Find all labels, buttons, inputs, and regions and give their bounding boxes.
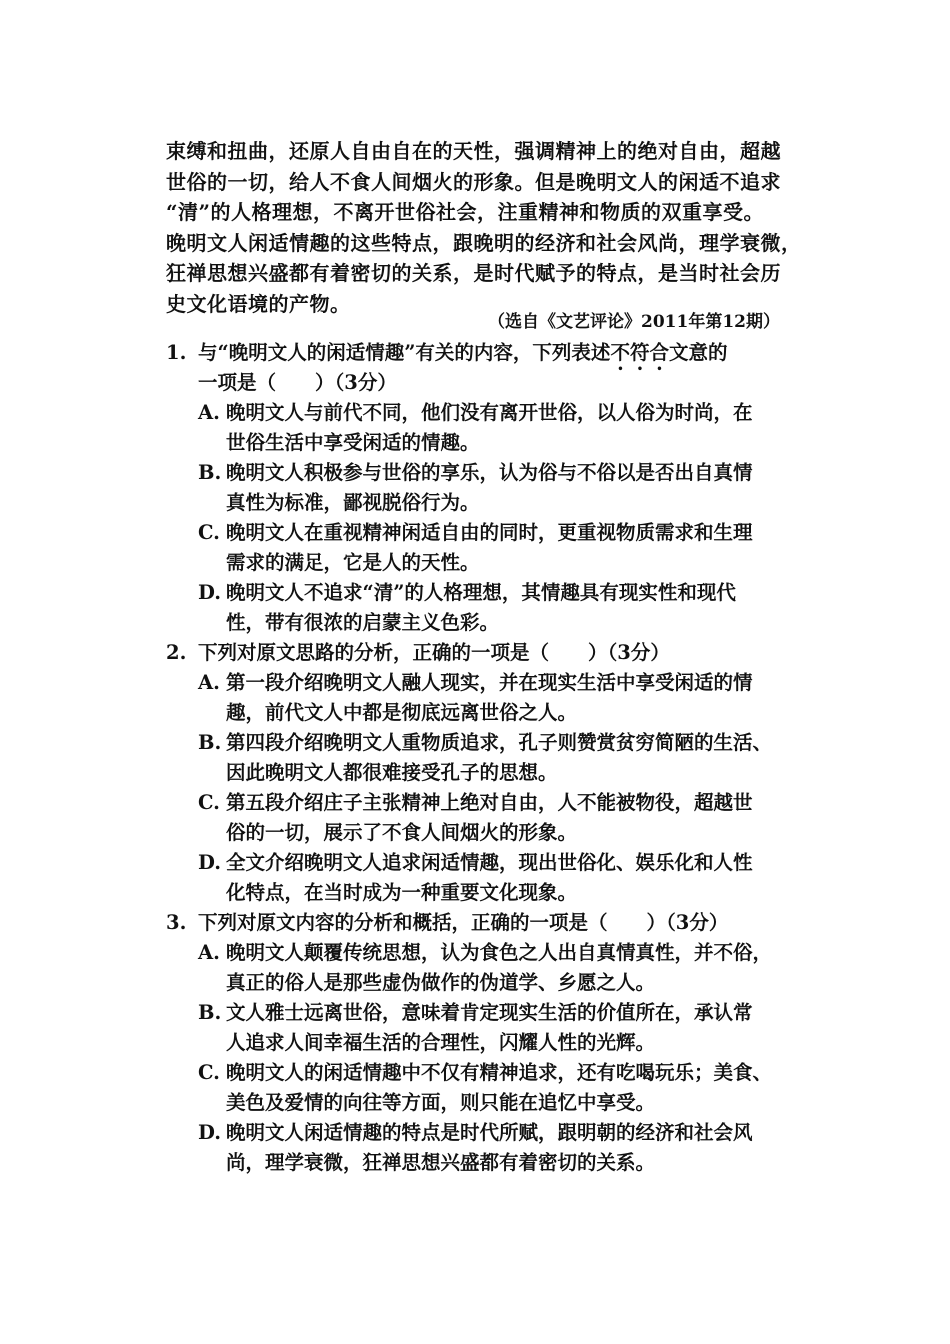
option-a: [166, 938, 786, 998]
option-text-cont: 美色及爱情的向往等方面，则只能在追忆中享受。: [226, 1091, 656, 1114]
option-text-cont: 真性为标准，鄙视脱俗行为。: [226, 491, 480, 514]
option-text-cont: 俗的一切，展示了不食人间烟火的形象。: [226, 821, 578, 844]
stem-text: 与“晚明文人的闲适情趣”有关的内容，下列表述: [198, 341, 611, 364]
option-text: 晚明文人颠覆传统思想，认为食色之人出自真情真性，并不俗，: [226, 941, 773, 964]
passage-line: 史文化语境的产物。: [166, 291, 351, 316]
source-citation: （选自《文艺评论》2011年第12期）: [488, 312, 780, 332]
question-number: 2.: [166, 641, 187, 664]
option-text-cont: 世俗生活中享受闲适的情趣。: [226, 431, 480, 454]
question-number: 1.: [166, 341, 187, 364]
passage-line: 晚明文人闲适情趣的这些特点，跟晚明的经济和社会风尚，理学衰微，: [166, 230, 802, 255]
option-text: 晚明文人与前代不同，他们没有离开世俗，以人俗为时尚，在: [226, 401, 753, 424]
option-letter: A.: [198, 401, 220, 424]
option-letter: D.: [198, 581, 222, 604]
option-c: [166, 518, 786, 578]
question-2: [166, 638, 786, 908]
question-stem: [166, 338, 786, 368]
passage-line: 束缚和扭曲，还原人自由自在的天性，强调精神上的绝对自由，超越: [166, 139, 781, 163]
question-1: [166, 338, 786, 638]
option-letter: B.: [198, 1001, 222, 1024]
stem-text: 下列对原文内容的分析和概括，正确的一项是（ ）（3分）: [198, 911, 729, 934]
stem-emphasis: 不符合: [610, 341, 669, 364]
question-stem: [166, 638, 786, 668]
option-a: [166, 668, 786, 728]
option-text: 晚明文人的闲适情趣中不仅有精神追求，还有吃喝玩乐；美食、: [226, 1061, 773, 1084]
option-d: [166, 578, 786, 638]
option-text: 第一段介绍晚明文人融人现实，并在现实生活中享受闲适的情: [226, 671, 753, 694]
option-letter: D.: [198, 851, 222, 874]
question-stem: [166, 908, 786, 938]
option-b: [166, 998, 786, 1058]
option-text-cont: 人追求人间幸福生活的合理性，闪耀人性的光辉。: [226, 1031, 656, 1054]
option-letter: C.: [198, 521, 220, 544]
option-text-cont: 化特点，在当时成为一种重要文化现象。: [226, 881, 578, 904]
option-text-cont: 尚，理学衰微，狂禅思想兴盛都有着密切的关系。: [226, 1151, 656, 1174]
option-a: [166, 398, 786, 458]
option-c: [166, 788, 786, 848]
passage-line: 世俗的一切，给人不食人间烟火的形象。但是晚明文人的闲适不追求: [166, 169, 781, 194]
passage-line: “清”的人格理想，不离开世俗社会，注重精神和物质的双重享受。: [166, 200, 765, 224]
option-b: [166, 458, 786, 518]
option-letter: B.: [198, 461, 222, 484]
option-d: [166, 1118, 786, 1178]
option-text: 晚明文人闲适情趣的特点是时代所赋，跟明朝的经济和社会风: [226, 1121, 753, 1144]
option-d: [166, 848, 786, 908]
option-text: 晚明文人在重视精神闲适自由的同时，更重视物质需求和生理: [226, 521, 753, 544]
option-b: [166, 728, 786, 788]
stem-continuation: 一项是（ ）（3分）: [198, 371, 397, 394]
question-list: [166, 338, 786, 1178]
option-text-cont: 因此晚明文人都很难接受孔子的思想。: [226, 761, 558, 784]
option-letter: D.: [198, 1121, 222, 1144]
option-text: 全文介绍晚明文人追求闲适情趣，现出世俗化、娱乐化和人性: [226, 851, 753, 874]
option-text-cont: 趣，前代文人中都是彻底远离世俗之人。: [226, 701, 578, 724]
option-text: 晚明文人积极参与世俗的享乐，认为俗与不俗以是否出自真情: [226, 461, 753, 484]
question-3: [166, 908, 786, 1178]
option-letter: A.: [198, 941, 220, 964]
option-text-cont: 真正的俗人是那些虚伪做作的伪道学、乡愿之人。: [226, 971, 656, 994]
option-letter: A.: [198, 671, 220, 694]
option-text: 文人雅士远离世俗，意味着肯定现实生活的价值所在，承认常: [226, 1001, 753, 1024]
option-text: 第四段介绍晚明文人重物质追求，孔子则赞赏贫穷简陋的生活、: [226, 731, 773, 754]
option-letter: B.: [198, 731, 222, 754]
passage-line: 狂禅思想兴盛都有着密切的关系，是时代赋予的特点，是当时社会历: [166, 261, 781, 285]
option-letter: C.: [198, 791, 220, 814]
option-letter: C.: [198, 1061, 220, 1084]
option-text: 晚明文人不追求“清”的人格理想，其情趣具有现实性和现代: [226, 581, 736, 604]
option-text-cont: 性，带有很浓的启蒙主义色彩。: [226, 611, 500, 634]
option-text-cont: 需求的满足，它是人的天性。: [226, 551, 480, 574]
option-c: [166, 1058, 786, 1118]
passage-text: [166, 136, 802, 319]
option-text: 第五段介绍庄子主张精神上绝对自由，人不能被物役，超越世: [226, 791, 753, 814]
stem-text-after: 文意的: [668, 341, 728, 364]
question-number: 3.: [166, 911, 187, 934]
stem-text: 下列对原文思路的分析，正确的一项是（ ）（3分）: [198, 641, 670, 664]
